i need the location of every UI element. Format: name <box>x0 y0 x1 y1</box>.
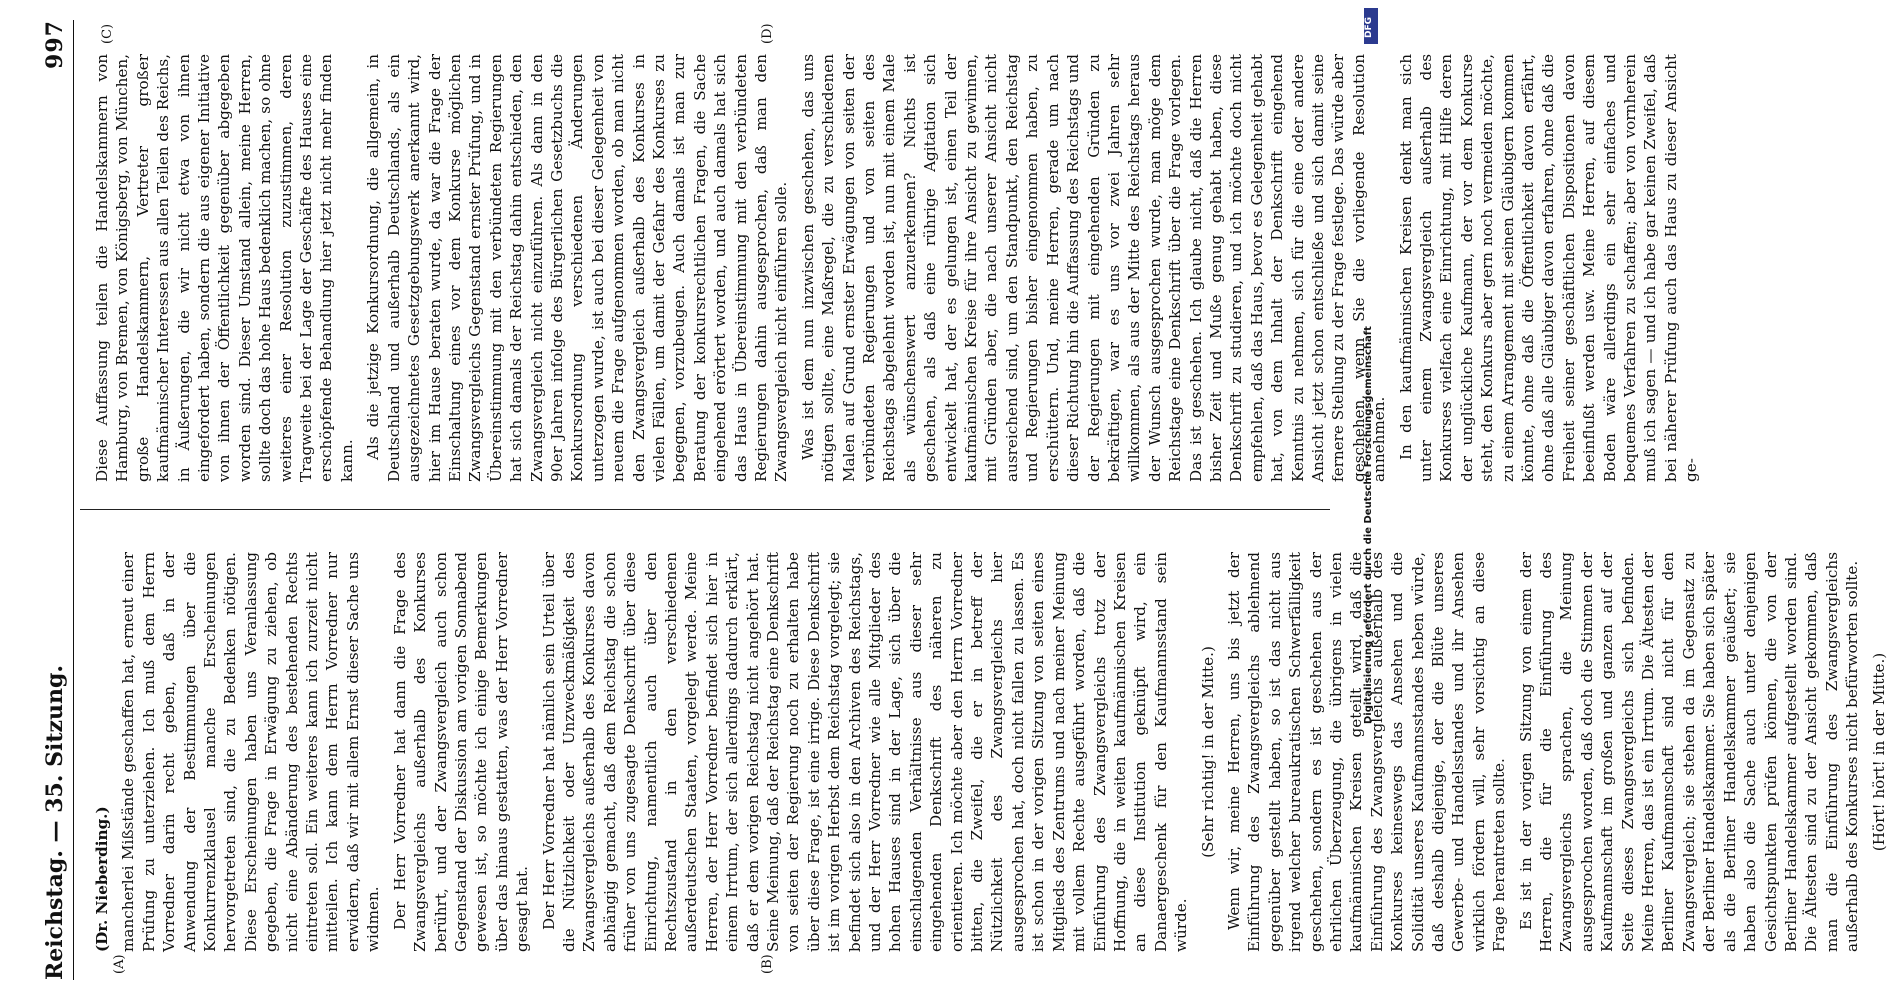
right-paragraph-4: In den kaufmännischen Kreisen denkt man sich unter einem Zwangsvergleich außerhalb des Konkurses vielfach eine Einrichtung, mit Hilfe deren der unglückliche Kaufmann, der vor dem Konkurse steht, den Konkurs aber gern noch vermeiden möchte, zu einem Arrangement mit seinen Gläubigern kommen könnte, ohne daß die Öffentlichkeit davon erfährt, ohne daß alle Gläubiger davon erfahren, ohne daß die Freiheit seiner geschäftlichen Dispositionen davon beeinflußt werden usw. Meine Herren, auf diesem Boden wäre allerdings ein sehr einfaches und bequemes Verfahren zu schaffen; aber von vornherein muß ich sagen — und ich habe gar keinen Zweifel, daß bei näherer Prüfung auch das Haus zu dieser Ansicht ge- <box>1396 54 1701 482</box>
digitization-credit: Digitalisierung gefördert durch die Deutsche Forschungsgemeinschaft <box>1363 326 1374 724</box>
right-column <box>92 53 1701 482</box>
dfg-logo-text: DFG <box>1364 16 1374 38</box>
margin-marker-a: (A) <box>112 954 127 974</box>
page-header <box>40 20 74 980</box>
left-paragraph-5: Wenn wir, meine Herren, uns bis jetzt der Einführung des Zwangsvergleichs ablehnend gegenüber gestellt haben, so ist das nicht aus irgend welcher bureaukratischen Schwerfälligkeit geschehen, sondern es ist geschehen aus der ehrlichen Überzeugung, die übrigens in vielen kaufmännischen Kreisen geteilt wird, daß die Einführung des Zwangsvergleichs außerhalb des Konkurses keineswegs das Ansehen und die Solidität unseres Kaufmannsstandes heben würde, daß deshalb diejenige, der die Blüte unseres Gewerbe- und Handelsstandes und ihr Ansehen wirklich fördern will, sehr vorsichtig an diese Frage herantreten sollte. <box>1224 552 1509 952</box>
left-paragraph-6: Es ist in der vorigen Sitzung von einem der Herren, die für die Einführung des Zwangsvergleichs sprachen, die Meinung ausgesprochen worden, daß doch die Stimmen der Kaufmannschaft im großen und ganzen auf der Seite dieses Zwangsvergleichs sich befinden. Meine Herren, das ist ein Irrtum. Die Ältesten der Berliner Kaufmannschaft sind nicht für den Zwangsvergleich; sie stehen da im Gegensatz zu der Berliner Handelskammer. Sie haben sich später als die Berliner Handelskammer geäußert; sie haben also die Sache auch unter denjenigen Gesichtspunkten prüfen können, die von der Berliner Handelskammer aufgestellt worden sind. Die Ältesten sind zu der Ansicht gekommen, daß man die Einführung des Zwangsvergleichs außerhalb des Konkurses nicht befürworten sollte. <box>1516 552 1862 952</box>
interjection-2: (Hört! hört! in der Mitte.) <box>1869 652 1888 852</box>
right-paragraph-1: Diese Auffassung teilen die Handelskammern von Hamburg, von Bremen, von Königsberg, von München, große Handelskammern, Vertreter großer kaufmännischer Interessen aus allen Teilen des Reichs, in Äußerungen, die wir nicht etwa von ihnen eingefordert haben, sondern die aus eigener Initiative von ihnen der Öffentlichkeit gegenüber abgegeben worden sind. Dieser Umstand allein, meine Herren, sollte doch das hohe Haus bedenklich machen, so ohne weiteres einer Resolution zuzustimmen, deren Tragweite bei der Lage der Geschäfte des Hauses eine erschöpfende Behandlung hier jetzt nicht mehr finden kann. <box>93 54 356 482</box>
margin-marker-d: (D) <box>760 23 775 44</box>
header-left: Reichstag. — 35. Sitzung. <box>42 664 68 980</box>
right-paragraph-2: Als die jetzige Konkursordnung, die allgemein, in Deutschland und außerhalb Deutschlands, als ein ausgezeichnetes Gesetzgebungswerk anerkannt wird, hier im Hause beraten wurde, da war die Frage der Einschaltung eines vor dem Konkurse möglichen Zwangsvergleichs Gegenstand ernster Prüfung, und in Übereinstimmung mit den verbündeten Regierungen hat sich damals der Reichstag dahin entschieden, den Zwangsvergleich nicht einzuführen. Als dann in den 90er Jahren infolge des Bürgerlichen Gesetzbuchs die Konkursordnung verschiedenen Änderungen unterzogen wurde, ist auch bei dieser Gelegenheit von neuem die Frage aufgenommen worden, ob man nicht den Zwangsvergleich außerhalb des Konkurses in vielen Fällen, um damit der Gefahr des Konkurses zu begegnen, vorzubeugen. Auch damals ist man zur Beratung der konkursrechtlichen Fragen, die Sache eingehend erörtert worden, und auch damals hat sich das Haus in Übereinstimmung mit den verbündeten Regierungen dahin ausgesprochen, daß man den Zwangsvergleich nicht einführen solle. <box>364 54 791 482</box>
margin-marker-c: (C) <box>100 23 115 44</box>
header-rule <box>73 20 74 980</box>
left-paragraph-1: mancherlei Mißstände geschaffen hat, erneut einer Prüfung zu unterziehen. Ich muß dem Herrn Vorredner darin recht geben, daß in der Anwendung der Bestimmungen über die Konkurrenzklausel manche Erscheinungen hervorgetreten sind, die zu Bedenken nötigen. Diese Erscheinungen haben uns Veranlassung gegeben, die Frage in Erwägung zu ziehen, ob nicht eine Abänderung des bestehenden Rechts eintreten soll. Ein weiteres kann ich zurzeit nicht mitteilen. Ich kann dem Herrn Vorredner nur erwidern, daß wir mit allem Ernst dieser Sache uns widmen. <box>119 552 383 952</box>
column-divider <box>80 509 1330 510</box>
left-paragraph-3: Der Herr Vorredner hat nämlich sein Urteil über die Nützlichkeit oder Unzweckmäßigkeit des Zwangsvergleichs außerhalb des Konkurses davon abhängig gemacht, daß dem Reichstag die schon früher von uns zugesagte Denkschrift über diese Einrichtung, namentlich auch über den Rechtszustand in den verschiedenen außerdeutschen Staaten, vorgelegt werde. Meine Herren, der Herr Vorredner befindet sich hier in einem Irrtum, der sich allerdings dadurch erklärt, daß er dem vorigen Reichstag nicht angehört hat. Seine Meinung, daß der Reichstag eine Denkschrift von seiten der Regierung noch zu erhalten habe über diese Frage, ist eine irrige. Diese Denkschrift ist im vorigen Herbst dem Reichstag vorgelegt; sie befindet sich also in den Archiven des Reichstags, und der Herr Vorredner wie alle Mitglieder des hohen Hauses sind in der Lage, sich über die einschlagenden Verhältnisse aus dieser sehr eingehenden Denkschrift des näheren zu orientieren. Ich möchte aber den Herrn Vorredner bitten, die Zweifel, die er in betreff der Nützlichkeit des Zwangsvergleichs hier ausgesprochen hat, doch nicht fallen zu lassen. Es ist schon in der vorigen Sitzung von seiten eines Mitglieds des Zentrums und nach meiner Meinung mit vollem Rechte ausgeführt worden, daß die Einführung des Zwangsvergleichs trotz der Hoffnung, die in weiten kaufmännischen Kreisen an diese Institution geknüpft wird, ein Danaergeschenk für den Kaufmannsstand sein würde. <box>539 552 1191 952</box>
margin-marker-b: (B) <box>760 954 775 974</box>
digitization-sidebar <box>1363 0 1379 1000</box>
page-number: 997 <box>42 20 68 69</box>
interjection-1: (Sehr richtig! in der Mitte.) <box>1198 646 1217 858</box>
right-paragraph-3: Was ist dem nun inzwischen geschehen, das uns nötigen sollte, eine Maßregel, die zu verschiedenen Malen auf Grund ernster Erwägungen von seiten der verbündeten Regierungen und von seiten des Reichstags abgelehnt worden ist, nun mit einem Male als wünschenswert anzuerkennen? Nichts ist geschehen, als daß eine rührige Agitation sich entwickelt hat, der es gelungen ist, einen Teil der kaufmännischen Kreise für ihre Ansicht zu gewinnen, mit Gründen aber, die nach unserer Ansicht nicht ausreichend sind, um den Standpunkt, den Reichstag und Regierungen bisher eingenommen haben, zu erschüttern. Und, meine Herren, gerade um nach dieser Richtung hin die Auffassung des Reichstags und der Regierungen mit eingehenden Gründen zu bekräftigen, war es uns vor zwei Jahren sehr willkommen, als aus der Mitte des Reichstags heraus der Wunsch ausgesprochen wurde, man möge dem Reichstage eine Denkschrift über die Frage vorlegen. Das ist geschehen. Ich glaube nicht, daß die Herren bisher Zeit und Muße genug gehabt haben, diese Denkschrift zu studieren, und ich möchte doch nicht empfehlen, daß das Haus, bevor es Gelegenheit gehabt hat, von dem Inhalt der Denkschrift eingehend Kenntnis zu nehmen, sich für die eine oder andere Ansicht jetzt schon entschließe und sich damit seine fernere Stellung zu der Frage festlege. Das würde aber geschehen, wenn Sie die vorliegende Resolution annehmen. <box>798 53 1389 482</box>
speaker-label: (Dr. Nieberding.) <box>93 806 111 952</box>
left-column <box>92 552 1888 952</box>
left-paragraph-2: Der Herr Vorredner hat dann die Frage des Zwangsvergleichs außerhalb des Konkurses berührt, und der Zwangsvergleich auch schon Gegenstand der Diskussion am vorigen Sonnabend gewesen ist, so möchte ich einige Bemerkungen über das hinaus gestatten, was der Herr Vorredner gesagt hat. <box>390 552 532 952</box>
